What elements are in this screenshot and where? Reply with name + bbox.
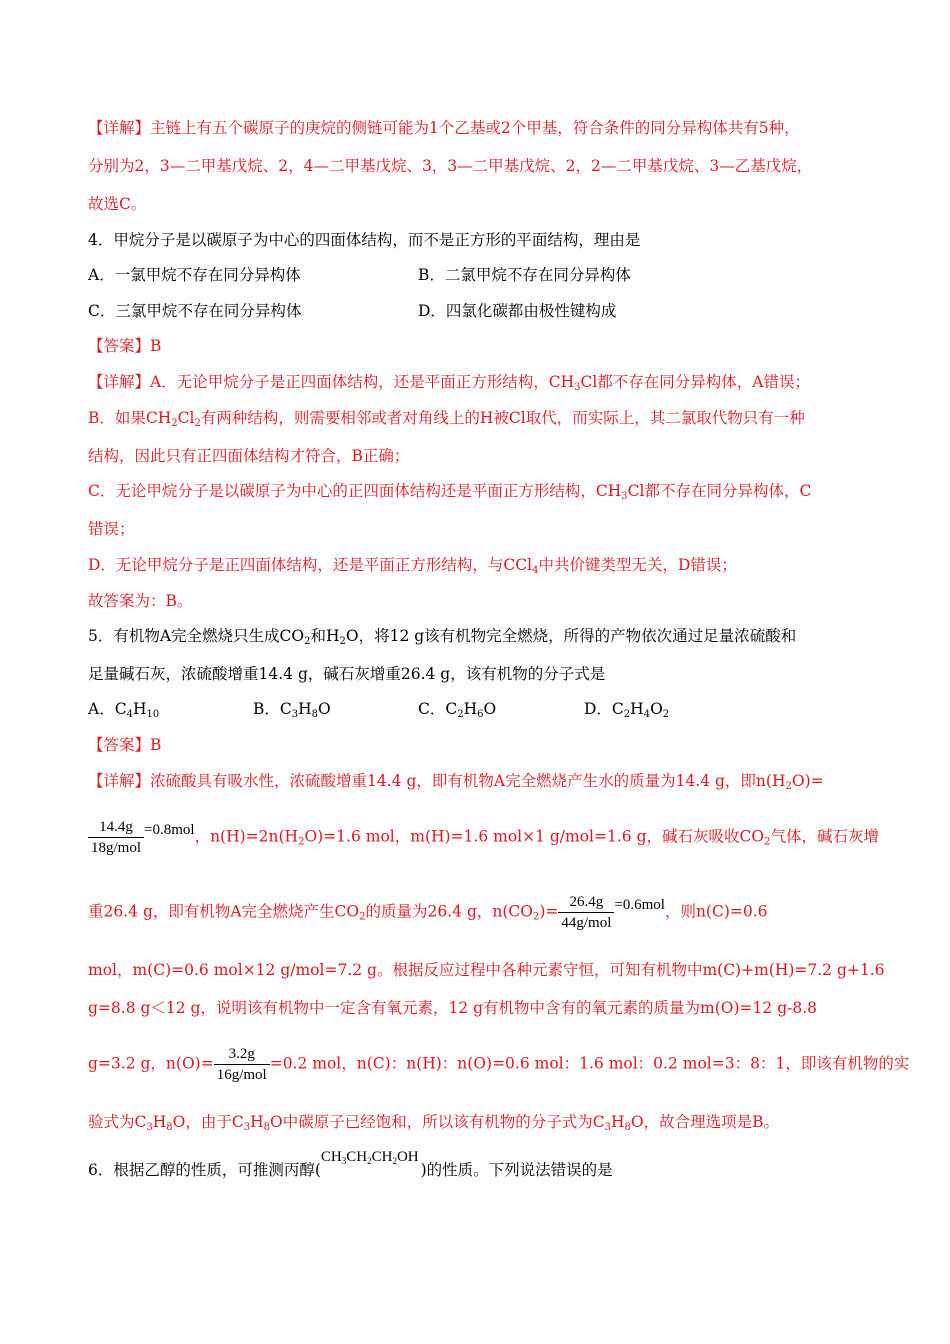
q4-detail-b-2: 结构，因此只有正四面体结构才符合，B正确； bbox=[88, 447, 410, 465]
q5-option-c: C．$C_2H_6O$ bbox=[418, 700, 497, 720]
q5-option-a: A．$C_4H_{10}$ bbox=[88, 700, 160, 720]
q5-option-b: B．$C_3H_8O$ bbox=[253, 700, 331, 720]
q5-detail-5: g=8.8 g＜12 g，说明该有机物中一定含有氧元素，12 g有机物中含有的氧元素的质量为m(O)=12 g-8.8 bbox=[88, 999, 818, 1017]
fraction-co2-moles: $\frac{26.4g}{\text{44g/mol}}$ bbox=[558, 893, 614, 932]
q4-detail-b-1: B．如果$CH_2Cl_2$有两种结构，则需要相邻或者对角线上的H被Cl取代，而实际上，其二氯取代物只有一种 bbox=[88, 409, 805, 429]
detail-tag: 【详解】 bbox=[88, 119, 151, 137]
q3-detail-line-1: 【详解】主链上有五个碳原子的庚烷的侧链可能为1个乙基或2个甲基，符合条件的同分异构体共有5种， bbox=[88, 119, 800, 137]
q4-option-d: D．四氯化碳都由极性键构成 bbox=[418, 302, 617, 320]
q4-stem: 4．甲烷分子是以碳原子为中心的四面体结构，而不是正方形的平面结构，理由是 bbox=[88, 231, 641, 249]
propanol-formula: $CH_3CH_2CH_2OH$ bbox=[320, 1149, 419, 1166]
q6-stem: 6．根据乙醇的性质，可推测丙醇$(CH_3CH_2CH_2OH)$的性质。下列说法错误的是 bbox=[88, 1149, 613, 1179]
q5-option-d: D．$C_2H_4O_2$ bbox=[584, 700, 670, 720]
q4-answer: 【答案】B bbox=[88, 337, 162, 355]
q5-stem-2: 足量碱石灰，浓硫酸增重14.4 g，碱石灰增重26.4 g，该有机物的分子式是 bbox=[88, 665, 606, 683]
q4-option-c: C．三氯甲烷不存在同分异构体 bbox=[88, 302, 302, 320]
q4-option-b: B．二氯甲烷不存在同分异构体 bbox=[418, 266, 631, 284]
q5-detail-7: 验式为$C_3H_8O$，由于$C_3H_8O$中碳原子已经饱和，所以该有机物的分子式为$C_3H_8O$，故合理选项是B。 bbox=[88, 1113, 779, 1133]
q4-detail-c-1: C．无论甲烷分子是以碳原子为中心的正四面体结构还是平面正方形结构，$CH_3Cl$都不存在同分异构体，C bbox=[88, 482, 812, 502]
q5-detail-2: $\frac{14.4g}{\text{18g/mol}}$ =0.8mol，$n(H)=2n(H_2O)=1.6$ mol，m(H)=1.6 mol×1 g/mol=1.6 g，碱石灰吸收$CO_2$气体，碱石灰增 bbox=[88, 818, 879, 857]
q4-option-a: A．一氯甲烷不存在同分异构体 bbox=[88, 266, 301, 284]
fraction-oxygen-moles: $\frac{3.2g}{\text{16g/mol}}$ bbox=[214, 1045, 270, 1084]
q5-detail-6: g=3.2 g，n(O)= $\frac{3.2g}{\text{16g/mol}}$ =0.2 mol，n(C)：n(H)：n(O)=0.6 mol：1.6 mol：0.2 mol=3：8：1，即该有机物的实 bbox=[88, 1046, 910, 1083]
q5-answer: 【答案】B bbox=[88, 736, 162, 754]
q5-detail-3: 重26.4 g，即有机物A完全燃烧产生$CO_2$的质量为26.4 g，$n(CO_2)=$ $\frac{26.4g}{\text{44g/mol}}$ =0.6mol，则n(C)=0.6 bbox=[88, 894, 768, 931]
q5-detail-1: 【详解】浓硫酸具有吸水性，浓硫酸增重14.4 g，即有机物A完全燃烧产生水的质量为14.4 g，即$n(H_2O)=$ bbox=[88, 772, 824, 792]
q4-detail-d: D．无论甲烷分子是正四面体结构，还是平面正方形结构，与CCl$_4$中共价键类型无关，D错误； bbox=[88, 556, 737, 576]
q4-detail-a: 【详解】A．无论甲烷分子是正四面体结构，还是平面正方形结构，$CH_3Cl$都不存在同分异构体，A错误； bbox=[88, 373, 810, 393]
q3-detail-line-2: 分别为2，3—二甲基戊烷、2，4—二甲基戊烷、3，3—二甲基戊烷、2，2—二甲基戊烷、3—乙基戊烷， bbox=[88, 157, 813, 175]
q3-detail-line-3: 故选C。 bbox=[88, 195, 147, 213]
fraction-water-moles: $\frac{14.4g}{\text{18g/mol}}$ bbox=[88, 818, 144, 857]
q4-detail-c-2: 错误； bbox=[88, 520, 135, 538]
q5-detail-4: mol，m(C)=0.6 mol×12 g/mol=7.2 g。根据反应过程中各种元素守恒，可知有机物中m(C)+m(H)=7.2 g+1.6 bbox=[88, 961, 885, 979]
q5-stem-1: 5．有机物A完全燃烧只生成$CO_2$和$H_2O$，将12 g该有机物完全燃烧，所得的产物依次通过足量浓硫酸和 bbox=[88, 627, 797, 647]
q4-conclusion: 故答案为：B。 bbox=[88, 592, 193, 610]
